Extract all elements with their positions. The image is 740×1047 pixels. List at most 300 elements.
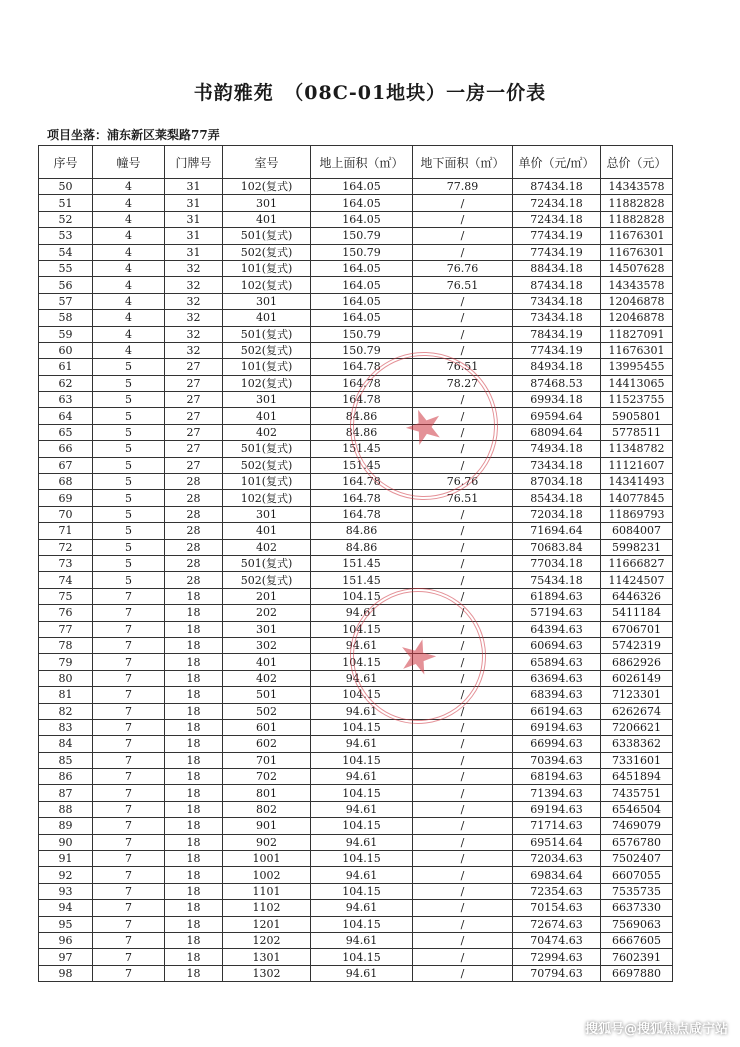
cell-total-price: 14341493 — [601, 474, 673, 490]
cell-index: 73 — [39, 555, 93, 571]
cell-unit-price: 87434.18 — [513, 179, 601, 195]
cell-above-ground-area: 94.61 — [311, 900, 413, 916]
col-header-room: 室号 — [223, 146, 311, 179]
cell-underground-area: / — [413, 834, 513, 850]
cell-underground-area: / — [413, 326, 513, 342]
cell-room: 101(复式) — [223, 359, 311, 375]
cell-door-number: 28 — [165, 474, 223, 490]
cell-above-ground-area: 94.61 — [311, 867, 413, 883]
cell-total-price: 6607055 — [601, 867, 673, 883]
cell-building: 7 — [93, 752, 165, 768]
cell-underground-area: / — [413, 244, 513, 260]
table-row — [39, 211, 673, 227]
cell-above-ground-area: 94.61 — [311, 801, 413, 817]
cell-unit-price: 60694.63 — [513, 637, 601, 653]
cell-building: 5 — [93, 441, 165, 457]
cell-unit-price: 72354.63 — [513, 883, 601, 899]
cell-total-price: 14413065 — [601, 375, 673, 391]
cell-index: 71 — [39, 523, 93, 539]
cell-underground-area: / — [413, 392, 513, 408]
table-row — [39, 474, 673, 490]
cell-room: 902 — [223, 834, 311, 850]
cell-door-number: 27 — [165, 457, 223, 473]
cell-underground-area: / — [413, 539, 513, 555]
cell-door-number: 31 — [165, 211, 223, 227]
cell-index: 94 — [39, 900, 93, 916]
cell-room: 502(复式) — [223, 342, 311, 358]
cell-building: 4 — [93, 310, 165, 326]
cell-unit-price: 73434.18 — [513, 293, 601, 309]
cell-above-ground-area: 164.78 — [311, 392, 413, 408]
cell-room: 401 — [223, 408, 311, 424]
table-row — [39, 310, 673, 326]
cell-above-ground-area: 94.61 — [311, 834, 413, 850]
cell-room: 401 — [223, 523, 311, 539]
col-header-total-price: 总价（元） — [601, 146, 673, 179]
cell-room: 502(复式) — [223, 457, 311, 473]
cell-unit-price: 77034.18 — [513, 555, 601, 571]
cell-underground-area: / — [413, 818, 513, 834]
cell-index: 68 — [39, 474, 93, 490]
cell-underground-area: / — [413, 457, 513, 473]
cell-room: 801 — [223, 785, 311, 801]
cell-above-ground-area: 150.79 — [311, 244, 413, 260]
cell-above-ground-area: 164.78 — [311, 490, 413, 506]
cell-index: 93 — [39, 883, 93, 899]
cell-door-number: 31 — [165, 228, 223, 244]
cell-building: 5 — [93, 457, 165, 473]
cell-index: 64 — [39, 408, 93, 424]
cell-door-number: 32 — [165, 310, 223, 326]
table-row — [39, 965, 673, 981]
cell-underground-area: / — [413, 687, 513, 703]
cell-room: 901 — [223, 818, 311, 834]
cell-index: 66 — [39, 441, 93, 457]
cell-above-ground-area: 94.61 — [311, 637, 413, 653]
cell-unit-price: 78434.19 — [513, 326, 601, 342]
cell-above-ground-area: 84.86 — [311, 424, 413, 440]
cell-underground-area: / — [413, 211, 513, 227]
cell-total-price: 11676301 — [601, 228, 673, 244]
cell-door-number: 18 — [165, 588, 223, 604]
cell-room: 501(复式) — [223, 441, 311, 457]
cell-building: 7 — [93, 949, 165, 965]
cell-room: 301 — [223, 195, 311, 211]
cell-index: 89 — [39, 818, 93, 834]
cell-room: 402 — [223, 670, 311, 686]
cell-door-number: 18 — [165, 932, 223, 948]
cell-total-price: 6451894 — [601, 769, 673, 785]
cell-underground-area: / — [413, 588, 513, 604]
cell-index: 91 — [39, 851, 93, 867]
cell-door-number: 18 — [165, 785, 223, 801]
cell-door-number: 18 — [165, 703, 223, 719]
cell-index: 63 — [39, 392, 93, 408]
cell-room: 402 — [223, 424, 311, 440]
cell-total-price: 7435751 — [601, 785, 673, 801]
cell-index: 97 — [39, 949, 93, 965]
cell-unit-price: 65894.63 — [513, 654, 601, 670]
cell-index: 88 — [39, 801, 93, 817]
cell-above-ground-area: 104.15 — [311, 687, 413, 703]
cell-unit-price: 77434.19 — [513, 228, 601, 244]
cell-room: 201 — [223, 588, 311, 604]
cell-unit-price: 69934.18 — [513, 392, 601, 408]
cell-door-number: 18 — [165, 621, 223, 637]
cell-above-ground-area: 104.15 — [311, 916, 413, 932]
cell-building: 7 — [93, 851, 165, 867]
cell-underground-area: 77.89 — [413, 179, 513, 195]
cell-unit-price: 72434.18 — [513, 195, 601, 211]
cell-building: 4 — [93, 244, 165, 260]
cell-above-ground-area: 104.15 — [311, 949, 413, 965]
cell-unit-price: 68094.64 — [513, 424, 601, 440]
cell-index: 55 — [39, 260, 93, 276]
cell-underground-area: / — [413, 523, 513, 539]
cell-underground-area: / — [413, 736, 513, 752]
cell-index: 75 — [39, 588, 93, 604]
cell-room: 501(复式) — [223, 326, 311, 342]
cell-building: 7 — [93, 637, 165, 653]
cell-index: 85 — [39, 752, 93, 768]
cell-room: 301 — [223, 392, 311, 408]
table-row — [39, 670, 673, 686]
cell-total-price: 12046878 — [601, 293, 673, 309]
cell-building: 7 — [93, 719, 165, 735]
cell-room: 1002 — [223, 867, 311, 883]
cell-room: 101(复式) — [223, 260, 311, 276]
table-row — [39, 441, 673, 457]
table-row — [39, 506, 673, 522]
table-row — [39, 392, 673, 408]
cell-building: 4 — [93, 195, 165, 211]
cell-unit-price: 71394.63 — [513, 785, 601, 801]
cell-total-price: 7331601 — [601, 752, 673, 768]
cell-room: 1202 — [223, 932, 311, 948]
cell-above-ground-area: 104.15 — [311, 883, 413, 899]
cell-door-number: 27 — [165, 441, 223, 457]
cell-total-price: 11676301 — [601, 244, 673, 260]
cell-underground-area: / — [413, 408, 513, 424]
cell-building: 7 — [93, 834, 165, 850]
table-row — [39, 900, 673, 916]
cell-underground-area: 76.51 — [413, 277, 513, 293]
cell-unit-price: 72994.63 — [513, 949, 601, 965]
cell-above-ground-area: 164.05 — [311, 293, 413, 309]
cell-above-ground-area: 104.15 — [311, 752, 413, 768]
cell-room: 601 — [223, 719, 311, 735]
cell-building: 7 — [93, 801, 165, 817]
table-row — [39, 801, 673, 817]
cell-building: 5 — [93, 392, 165, 408]
cell-door-number: 28 — [165, 523, 223, 539]
cell-total-price: 11523755 — [601, 392, 673, 408]
cell-unit-price: 69514.64 — [513, 834, 601, 850]
cell-building: 7 — [93, 785, 165, 801]
cell-unit-price: 68194.63 — [513, 769, 601, 785]
table-row — [39, 523, 673, 539]
cell-building: 7 — [93, 883, 165, 899]
table-row — [39, 605, 673, 621]
cell-building: 7 — [93, 867, 165, 883]
table-row — [39, 851, 673, 867]
cell-total-price: 11827091 — [601, 326, 673, 342]
cell-above-ground-area: 164.05 — [311, 310, 413, 326]
cell-index: 76 — [39, 605, 93, 621]
table-row — [39, 195, 673, 211]
cell-above-ground-area: 84.86 — [311, 539, 413, 555]
cell-building: 4 — [93, 326, 165, 342]
cell-unit-price: 87434.18 — [513, 277, 601, 293]
cell-underground-area: 78.27 — [413, 375, 513, 391]
cell-building: 5 — [93, 490, 165, 506]
cell-door-number: 28 — [165, 490, 223, 506]
table-body — [39, 179, 673, 982]
cell-building: 7 — [93, 588, 165, 604]
cell-index: 58 — [39, 310, 93, 326]
cell-total-price: 7602391 — [601, 949, 673, 965]
project-location: 项目坐落：浦东新区莱梨路77弄 — [47, 128, 220, 142]
cell-door-number: 18 — [165, 687, 223, 703]
cell-underground-area: / — [413, 916, 513, 932]
cell-total-price: 5905801 — [601, 408, 673, 424]
cell-building: 5 — [93, 572, 165, 588]
cell-unit-price: 57194.63 — [513, 605, 601, 621]
cell-index: 57 — [39, 293, 93, 309]
cell-room: 102(复式) — [223, 179, 311, 195]
cell-underground-area: / — [413, 769, 513, 785]
table-row — [39, 228, 673, 244]
cell-door-number: 18 — [165, 752, 223, 768]
cell-building: 7 — [93, 900, 165, 916]
cell-above-ground-area: 104.15 — [311, 588, 413, 604]
cell-building: 7 — [93, 916, 165, 932]
cell-total-price: 11882828 — [601, 195, 673, 211]
watermark: 搜狐号@搜狐焦点咸宁站 — [584, 1022, 728, 1037]
cell-index: 83 — [39, 719, 93, 735]
cell-above-ground-area: 94.61 — [311, 965, 413, 981]
cell-door-number: 27 — [165, 392, 223, 408]
cell-index: 82 — [39, 703, 93, 719]
cell-door-number: 18 — [165, 818, 223, 834]
cell-index: 84 — [39, 736, 93, 752]
cell-index: 60 — [39, 342, 93, 358]
cell-door-number: 27 — [165, 359, 223, 375]
table-row — [39, 457, 673, 473]
cell-index: 98 — [39, 965, 93, 981]
cell-building: 4 — [93, 211, 165, 227]
cell-room: 1101 — [223, 883, 311, 899]
table-row — [39, 654, 673, 670]
table-row — [39, 769, 673, 785]
table-row — [39, 424, 673, 440]
cell-underground-area: 76.51 — [413, 490, 513, 506]
cell-room: 301 — [223, 506, 311, 522]
cell-index: 53 — [39, 228, 93, 244]
cell-above-ground-area: 94.61 — [311, 670, 413, 686]
cell-door-number: 31 — [165, 195, 223, 211]
cell-underground-area: / — [413, 555, 513, 571]
cell-door-number: 18 — [165, 949, 223, 965]
cell-door-number: 28 — [165, 555, 223, 571]
cell-unit-price: 66194.63 — [513, 703, 601, 719]
cell-underground-area: / — [413, 785, 513, 801]
cell-above-ground-area: 150.79 — [311, 342, 413, 358]
cell-total-price: 6546504 — [601, 801, 673, 817]
cell-unit-price: 70683.84 — [513, 539, 601, 555]
cell-room: 501 — [223, 687, 311, 703]
cell-index: 96 — [39, 932, 93, 948]
cell-unit-price: 70474.63 — [513, 932, 601, 948]
cell-room: 1001 — [223, 851, 311, 867]
cell-door-number: 18 — [165, 605, 223, 621]
cell-total-price: 11676301 — [601, 342, 673, 358]
cell-index: 87 — [39, 785, 93, 801]
cell-building: 4 — [93, 179, 165, 195]
cell-underground-area: / — [413, 293, 513, 309]
cell-underground-area: / — [413, 228, 513, 244]
table-row — [39, 867, 673, 883]
cell-total-price: 6262674 — [601, 703, 673, 719]
cell-building: 7 — [93, 703, 165, 719]
cell-unit-price: 72034.18 — [513, 506, 601, 522]
cell-door-number: 27 — [165, 375, 223, 391]
cell-unit-price: 68394.63 — [513, 687, 601, 703]
cell-total-price: 5742319 — [601, 637, 673, 653]
cell-total-price: 14077845 — [601, 490, 673, 506]
cell-building: 4 — [93, 228, 165, 244]
cell-room: 602 — [223, 736, 311, 752]
table-row — [39, 818, 673, 834]
cell-room: 1102 — [223, 900, 311, 916]
cell-building: 5 — [93, 555, 165, 571]
cell-door-number: 18 — [165, 965, 223, 981]
cell-room: 302 — [223, 637, 311, 653]
cell-room: 1301 — [223, 949, 311, 965]
cell-total-price: 7206621 — [601, 719, 673, 735]
cell-room: 102(复式) — [223, 375, 311, 391]
cell-unit-price: 64394.63 — [513, 621, 601, 637]
cell-total-price: 5778511 — [601, 424, 673, 440]
col-header-door-number: 门牌号 — [165, 146, 223, 179]
cell-total-price: 11666827 — [601, 555, 673, 571]
cell-total-price: 6576780 — [601, 834, 673, 850]
cell-unit-price: 73434.18 — [513, 457, 601, 473]
cell-total-price: 7535735 — [601, 883, 673, 899]
cell-building: 7 — [93, 965, 165, 981]
cell-underground-area: / — [413, 310, 513, 326]
cell-index: 62 — [39, 375, 93, 391]
cell-door-number: 28 — [165, 539, 223, 555]
cell-door-number: 18 — [165, 900, 223, 916]
cell-underground-area: / — [413, 867, 513, 883]
cell-room: 202 — [223, 605, 311, 621]
cell-index: 80 — [39, 670, 93, 686]
cell-above-ground-area: 151.45 — [311, 572, 413, 588]
cell-unit-price: 77434.19 — [513, 244, 601, 260]
cell-index: 81 — [39, 687, 93, 703]
cell-underground-area: / — [413, 932, 513, 948]
cell-room: 401 — [223, 211, 311, 227]
table-row — [39, 408, 673, 424]
table-row — [39, 949, 673, 965]
cell-door-number: 18 — [165, 883, 223, 899]
cell-index: 52 — [39, 211, 93, 227]
cell-unit-price: 84934.18 — [513, 359, 601, 375]
cell-building: 5 — [93, 359, 165, 375]
cell-unit-price: 69594.64 — [513, 408, 601, 424]
cell-total-price: 7469079 — [601, 818, 673, 834]
cell-door-number: 28 — [165, 506, 223, 522]
cell-unit-price: 72674.63 — [513, 916, 601, 932]
cell-above-ground-area: 164.05 — [311, 260, 413, 276]
table-row — [39, 277, 673, 293]
cell-door-number: 18 — [165, 637, 223, 653]
cell-above-ground-area: 164.78 — [311, 506, 413, 522]
col-header-index: 序号 — [39, 146, 93, 179]
cell-room: 401 — [223, 310, 311, 326]
cell-index: 95 — [39, 916, 93, 932]
cell-above-ground-area: 94.61 — [311, 769, 413, 785]
cell-total-price: 7569063 — [601, 916, 673, 932]
cell-building: 5 — [93, 375, 165, 391]
cell-above-ground-area: 94.61 — [311, 703, 413, 719]
cell-door-number: 27 — [165, 424, 223, 440]
cell-above-ground-area: 151.45 — [311, 457, 413, 473]
cell-room: 401 — [223, 654, 311, 670]
cell-door-number: 28 — [165, 572, 223, 588]
cell-above-ground-area: 104.15 — [311, 818, 413, 834]
cell-door-number: 18 — [165, 719, 223, 735]
cell-unit-price: 74934.18 — [513, 441, 601, 457]
cell-index: 78 — [39, 637, 93, 653]
cell-unit-price: 72434.18 — [513, 211, 601, 227]
table-row — [39, 703, 673, 719]
cell-index: 86 — [39, 769, 93, 785]
cell-total-price: 11869793 — [601, 506, 673, 522]
cell-underground-area: / — [413, 605, 513, 621]
cell-total-price: 6667605 — [601, 932, 673, 948]
cell-above-ground-area: 151.45 — [311, 441, 413, 457]
cell-underground-area: 76.76 — [413, 260, 513, 276]
cell-unit-price: 88434.18 — [513, 260, 601, 276]
cell-index: 61 — [39, 359, 93, 375]
cell-underground-area: / — [413, 965, 513, 981]
cell-room: 101(复式) — [223, 474, 311, 490]
table-row — [39, 572, 673, 588]
cell-index: 70 — [39, 506, 93, 522]
cell-above-ground-area: 104.15 — [311, 621, 413, 637]
cell-door-number: 31 — [165, 244, 223, 260]
cell-above-ground-area: 104.15 — [311, 851, 413, 867]
cell-above-ground-area: 150.79 — [311, 326, 413, 342]
cell-index: 67 — [39, 457, 93, 473]
cell-index: 72 — [39, 539, 93, 555]
cell-underground-area: / — [413, 342, 513, 358]
cell-above-ground-area: 94.61 — [311, 736, 413, 752]
cell-unit-price: 85434.18 — [513, 490, 601, 506]
cell-index: 50 — [39, 179, 93, 195]
cell-total-price: 14343578 — [601, 179, 673, 195]
cell-unit-price: 71714.63 — [513, 818, 601, 834]
cell-unit-price: 75434.18 — [513, 572, 601, 588]
cell-building: 7 — [93, 654, 165, 670]
cell-unit-price: 66994.63 — [513, 736, 601, 752]
cell-underground-area: / — [413, 441, 513, 457]
cell-room: 501(复式) — [223, 228, 311, 244]
cell-room: 501(复式) — [223, 555, 311, 571]
table-row — [39, 260, 673, 276]
